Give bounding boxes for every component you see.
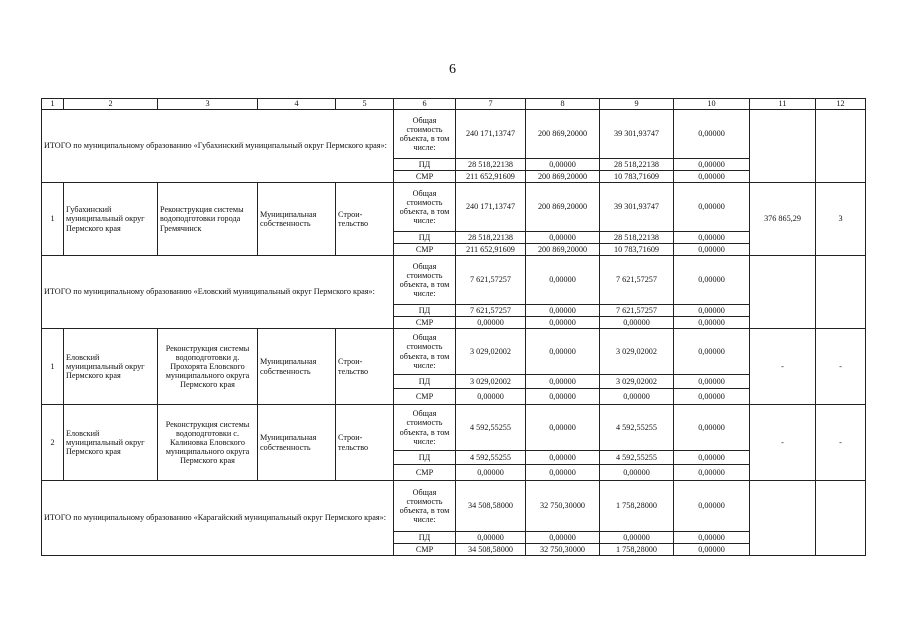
row-label-smr: СМР bbox=[394, 389, 456, 405]
object-name-cell: Реконструкция системы водоподготовки города Гремячинск bbox=[158, 183, 258, 256]
row-label-total: Общая стоимость объекта, в том числе: bbox=[394, 110, 456, 159]
value-cell: 0,00000 bbox=[674, 329, 750, 375]
value-cell: 0,00000 bbox=[526, 532, 600, 544]
value-cell: 34 508,58000 bbox=[456, 481, 526, 532]
row-label-smr: СМР bbox=[394, 544, 456, 556]
value-cell: 200 869,20000 bbox=[526, 244, 600, 256]
ownership-cell: Муниципальная собственность bbox=[258, 329, 336, 405]
row-label-total: Общая стоимость объекта, в том числе: bbox=[394, 405, 456, 451]
value-cell: 0,00000 bbox=[674, 183, 750, 232]
value-cell: 0,00000 bbox=[526, 375, 600, 389]
value-cell: 0,00000 bbox=[526, 389, 600, 405]
value-cell: 3 029,02002 bbox=[456, 375, 526, 389]
header-cell: 10 bbox=[674, 99, 750, 110]
value-cell: 0,00000 bbox=[526, 465, 600, 481]
work-type-cell: Строи-тельство bbox=[336, 183, 394, 256]
value-cell: 0,00000 bbox=[674, 481, 750, 532]
group-total-row bbox=[42, 110, 866, 159]
ownership-cell: Муниципальная собственность bbox=[258, 405, 336, 481]
value-cell: 0,00000 bbox=[674, 305, 750, 317]
value-cell: 0,00000 bbox=[674, 451, 750, 465]
capacity-cell: - bbox=[750, 329, 816, 405]
value-cell: 0,00000 bbox=[526, 405, 600, 451]
value-cell: 240 171,13747 bbox=[456, 183, 526, 232]
row-label-total: Общая стоимость объекта, в том числе: bbox=[394, 183, 456, 232]
header-cell: 11 bbox=[750, 99, 816, 110]
value-cell: 3 029,02002 bbox=[456, 329, 526, 375]
value-cell: 0,00000 bbox=[674, 244, 750, 256]
row-label-pd: ПД bbox=[394, 305, 456, 317]
value-cell: 0,00000 bbox=[674, 375, 750, 389]
municipality-cell: Еловский муниципальный округ Пермского края bbox=[64, 405, 158, 481]
value-cell: 0,00000 bbox=[526, 329, 600, 375]
row-label-total: Общая стоимость объекта, в том числе: bbox=[394, 329, 456, 375]
row-label-total: Общая стоимость объекта, в том числе: bbox=[394, 256, 456, 305]
value-cell: 4 592,55255 bbox=[456, 451, 526, 465]
group-total-row bbox=[42, 256, 866, 305]
municipality-cell: Еловский муниципальный округ Пермского края bbox=[64, 329, 158, 405]
header-cell: 3 bbox=[158, 99, 258, 110]
value-cell: 7 621,57257 bbox=[600, 305, 674, 317]
object-number: 1 bbox=[42, 329, 64, 405]
row-label-smr: СМР bbox=[394, 465, 456, 481]
value-cell: 0,00000 bbox=[526, 159, 600, 171]
group-total-title: ИТОГО по муниципальному образованию «Еловский муниципальный округ Пермского края»: bbox=[42, 256, 394, 329]
work-type-cell: Строи-тельство bbox=[336, 329, 394, 405]
header-cell: 6 bbox=[394, 99, 456, 110]
value-cell: 0,00000 bbox=[674, 232, 750, 244]
object-row bbox=[42, 405, 866, 451]
work-type-cell: Строи-тельство bbox=[336, 405, 394, 481]
value-cell: 28 518,22138 bbox=[600, 159, 674, 171]
value-cell: 0,00000 bbox=[674, 256, 750, 305]
value-cell: 4 592,55255 bbox=[600, 405, 674, 451]
empty-cell bbox=[816, 110, 866, 183]
value-cell: 3 029,02002 bbox=[600, 375, 674, 389]
row-label-smr: СМР bbox=[394, 317, 456, 329]
header-cell: 4 bbox=[258, 99, 336, 110]
value-cell: 0,00000 bbox=[526, 451, 600, 465]
value-cell: 39 301,93747 bbox=[600, 183, 674, 232]
capacity-cell: 376 865,29 bbox=[750, 183, 816, 256]
empty-cell bbox=[816, 256, 866, 329]
header-cell: 1 bbox=[42, 99, 64, 110]
value-cell: 0,00000 bbox=[674, 317, 750, 329]
value-cell: 7 621,57257 bbox=[456, 256, 526, 305]
value-cell: 10 783,71609 bbox=[600, 171, 674, 183]
empty-cell bbox=[750, 481, 816, 556]
header-cell: 9 bbox=[600, 99, 674, 110]
object-name-cell: Реконструкция системы водоподготовки с. Калиновка Еловского муниципального округа Пермского края bbox=[158, 405, 258, 481]
value-cell: 200 869,20000 bbox=[526, 183, 600, 232]
header-cell: 12 bbox=[816, 99, 866, 110]
object-number: 1 bbox=[42, 183, 64, 256]
municipality-cell: Губахинский муниципальный округ Пермского края bbox=[64, 183, 158, 256]
investment-table bbox=[41, 98, 866, 556]
value-cell: 211 652,91609 bbox=[456, 244, 526, 256]
value-cell: 32 750,30000 bbox=[526, 481, 600, 532]
value-cell: 200 869,20000 bbox=[526, 171, 600, 183]
value-cell: 1 758,28000 bbox=[600, 481, 674, 532]
header-cell: 8 bbox=[526, 99, 600, 110]
header-cell: 2 bbox=[64, 99, 158, 110]
value-cell: 0,00000 bbox=[674, 171, 750, 183]
value-cell: 0,00000 bbox=[456, 465, 526, 481]
value-cell: 39 301,93747 bbox=[600, 110, 674, 159]
row-label-pd: ПД bbox=[394, 375, 456, 389]
value-cell: 34 508,58000 bbox=[456, 544, 526, 556]
header-cell: 7 bbox=[456, 99, 526, 110]
object-name-cell: Реконструкция системы водоподготовки д. Прохорята Еловского муниципального округа Пермского края bbox=[158, 329, 258, 405]
value-cell: 28 518,22138 bbox=[456, 232, 526, 244]
value-cell: 0,00000 bbox=[600, 389, 674, 405]
header-cell: 5 bbox=[336, 99, 394, 110]
value-cell: 0,00000 bbox=[456, 317, 526, 329]
page-number: 6 bbox=[449, 62, 456, 77]
value-cell: 3 029,02002 bbox=[600, 329, 674, 375]
group-total-title: ИТОГО по муниципальному образованию «Карагайский муниципальный округ Пермского края»: bbox=[42, 481, 394, 556]
value-cell: 240 171,13747 bbox=[456, 110, 526, 159]
value-cell: 0,00000 bbox=[674, 159, 750, 171]
empty-cell bbox=[750, 256, 816, 329]
value-cell: 0,00000 bbox=[674, 389, 750, 405]
value-cell: 0,00000 bbox=[526, 256, 600, 305]
ownership-cell: Муниципальная собственность bbox=[258, 183, 336, 256]
value-cell: 0,00000 bbox=[674, 465, 750, 481]
value-cell: 0,00000 bbox=[600, 465, 674, 481]
value-cell: 7 621,57257 bbox=[600, 256, 674, 305]
value-cell: 0,00000 bbox=[674, 405, 750, 451]
group-total-row bbox=[42, 481, 866, 532]
value-cell: 0,00000 bbox=[526, 305, 600, 317]
value-cell: 28 518,22138 bbox=[456, 159, 526, 171]
value-cell: 32 750,30000 bbox=[526, 544, 600, 556]
group-total-title: ИТОГО по муниципальному образованию «Губахинский муниципальный округ Пермского края»: bbox=[42, 110, 394, 183]
object-row bbox=[42, 183, 866, 232]
row-label-total: Общая стоимость объекта, в том числе: bbox=[394, 481, 456, 532]
header-row bbox=[42, 99, 866, 110]
row-label-smr: СМР bbox=[394, 244, 456, 256]
count-cell: - bbox=[816, 329, 866, 405]
value-cell: 0,00000 bbox=[526, 232, 600, 244]
empty-cell bbox=[816, 481, 866, 556]
row-label-pd: ПД bbox=[394, 159, 456, 171]
value-cell: 4 592,55255 bbox=[600, 451, 674, 465]
count-cell: 3 bbox=[816, 183, 866, 256]
capacity-cell: - bbox=[750, 405, 816, 481]
empty-cell bbox=[750, 110, 816, 183]
row-label-smr: СМР bbox=[394, 171, 456, 183]
value-cell: 7 621,57257 bbox=[456, 305, 526, 317]
value-cell: 0,00000 bbox=[674, 110, 750, 159]
object-row bbox=[42, 329, 866, 375]
value-cell: 1 758,28000 bbox=[600, 544, 674, 556]
row-label-pd: ПД bbox=[394, 451, 456, 465]
value-cell: 28 518,22138 bbox=[600, 232, 674, 244]
value-cell: 211 652,91609 bbox=[456, 171, 526, 183]
value-cell: 0,00000 bbox=[600, 532, 674, 544]
count-cell: - bbox=[816, 405, 866, 481]
value-cell: 0,00000 bbox=[674, 532, 750, 544]
value-cell: 10 783,71609 bbox=[600, 244, 674, 256]
value-cell: 0,00000 bbox=[456, 389, 526, 405]
value-cell: 0,00000 bbox=[456, 532, 526, 544]
value-cell: 0,00000 bbox=[526, 317, 600, 329]
object-number: 2 bbox=[42, 405, 64, 481]
value-cell: 4 592,55255 bbox=[456, 405, 526, 451]
row-label-pd: ПД bbox=[394, 532, 456, 544]
value-cell: 200 869,20000 bbox=[526, 110, 600, 159]
value-cell: 0,00000 bbox=[674, 544, 750, 556]
value-cell: 0,00000 bbox=[600, 317, 674, 329]
row-label-pd: ПД bbox=[394, 232, 456, 244]
